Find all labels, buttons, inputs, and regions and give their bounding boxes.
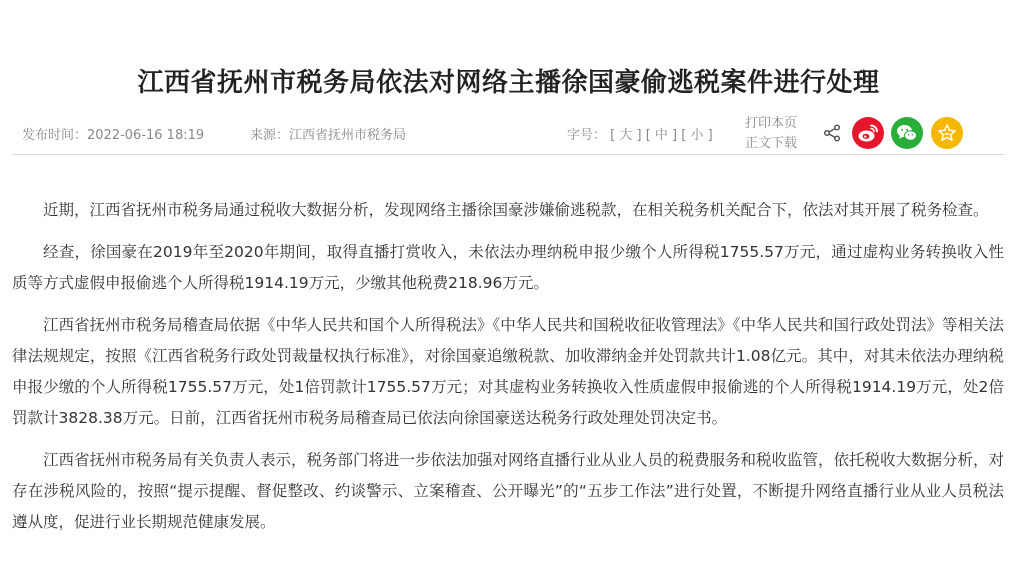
font-size-small-button[interactable]: [ 小 ] bbox=[681, 128, 713, 143]
article-title: 江西省抚州市税务局依法对网络主播徐国豪偷逃税案件进行处理 bbox=[137, 68, 880, 98]
print-page-link[interactable]: 打印本页 bbox=[745, 116, 798, 131]
favorite-button[interactable] bbox=[931, 117, 963, 149]
weibo-icon bbox=[857, 123, 879, 143]
article-source: 来源：江西省抚州市税务局 bbox=[250, 128, 407, 143]
article-paragraph: 近期，江西省抚州市税务局通过税收大数据分析，发现网络主播徐国豪涉嫌偷逃税款，在相关税务机关配合下，依法对其开展了税务检查。 bbox=[43, 201, 989, 219]
wechat-icon bbox=[896, 123, 918, 143]
share-icon[interactable] bbox=[822, 123, 842, 143]
page-actions bbox=[745, 114, 797, 154]
favorite-icon bbox=[937, 123, 957, 143]
font-size-label: 字号： bbox=[567, 128, 607, 143]
wechat-share-button[interactable] bbox=[891, 117, 923, 149]
download-text-link[interactable]: 正文下载 bbox=[745, 136, 798, 151]
font-size-medium-button[interactable]: [ 中 ] bbox=[645, 128, 678, 143]
font-size-large-button[interactable]: [ 大 ] bbox=[610, 128, 642, 143]
article-meta-bar bbox=[12, 112, 1005, 155]
article-paragraph: 江西省抚州市税务局有关负责人表示，税务部门将进一步依法加强对网络直播行业从业人员的税费服务和税收监管，依托税收大数据分析，对存在涉税风险的，按照“提示提醒、督促整改、约谈警示、立案稽查、公开曝光”的“五步工作法”进行处置，不断提升网络直播行业从业人员税法遵从度，促进行业长期规范健康发展。 bbox=[12, 451, 1005, 531]
article-paragraph: 江西省抚州市税务局稽查局依据《中华人民共和国个人所得税法》《中华人民共和国税收征收管理法》《中华人民共和国行政处罚法》等相关法律法规规定，按照《江西省税务行政处罚裁量权执行标准》，对徐国豪追缴税款、加收滞纳金并处罚款共计1.08亿元。其中，对其未依法办理纳税申报少缴的个人所得税1755.57万元，处1倍罚款计1755.57万元；对其虚构业务转换收入性质虚假申报偷逃的个人所得税1914.19万元，处2倍罚款计3828.38万元。日前，江西省抚州市税务局稽查局已依法向徐国豪送达税务行政处理处罚决定书。 bbox=[12, 316, 1005, 427]
weibo-share-button[interactable] bbox=[852, 117, 884, 149]
font-size-controls bbox=[567, 124, 713, 143]
publish-time: 发布时间：2022-06-16 18:19 bbox=[22, 128, 205, 143]
article-paragraph: 经查，徐国豪在2019年至2020年期间，取得直播打赏收入，未依法办理纳税申报少缴个人所得税1755.57万元，通过虚构业务转换收入性质等方式虚假申报偷逃个人所得税1914.19万元，少缴其他税费218.96万元。 bbox=[12, 243, 1004, 292]
article-body bbox=[12, 195, 1004, 549]
